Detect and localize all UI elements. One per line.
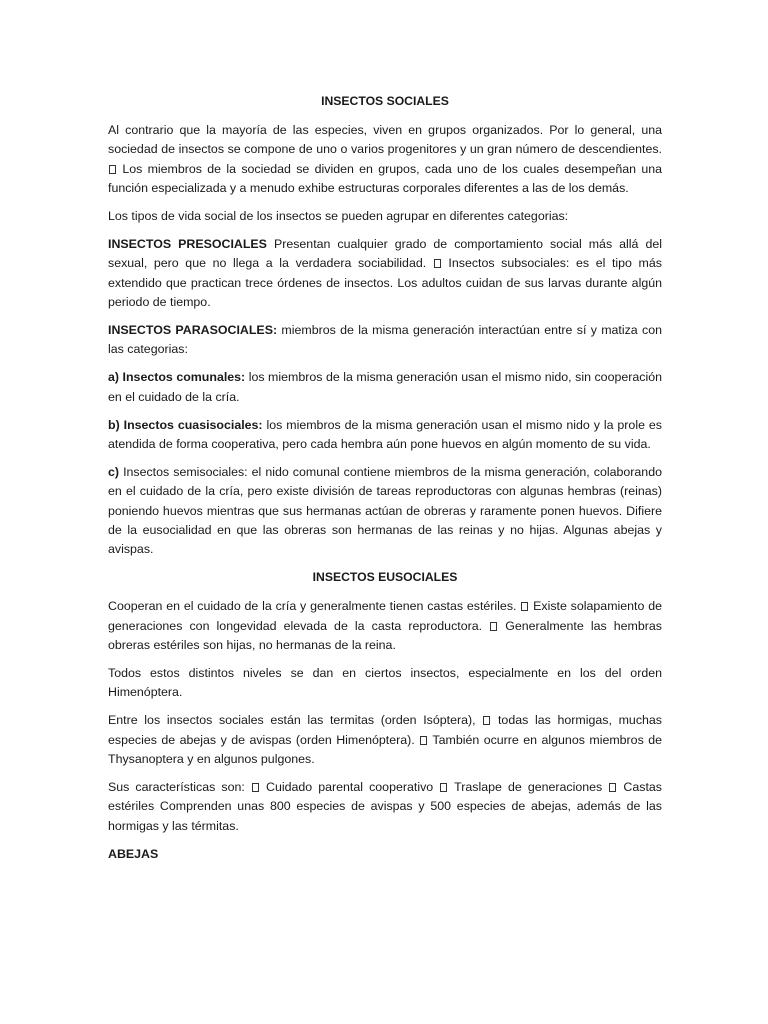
paragraph-parasociales (108, 321, 662, 359)
label-b: b) (108, 417, 120, 432)
caracteristicas-text-4: Castas estériles Comprenden unas 800 especies de avispas y 500 especies de abejas, además de las hormigas y las térmitas. (108, 780, 662, 833)
missing-glyph-box-icon (521, 602, 528, 611)
missing-glyph-box-icon (434, 259, 441, 268)
label-parasociales: INSECTOS PARASOCIALES: (108, 323, 278, 338)
ejemplos-text-3: También ocurre en algunos miembros de Thysanoptera y en algunos pulgones. (108, 732, 662, 766)
missing-glyph-box-icon (109, 165, 116, 174)
parasociales-text: miembros de la misma generación interactúan entre sí y matiza con las categorias: (108, 323, 662, 357)
label-presociales: INSECTOS PRESOCIALES (108, 237, 267, 252)
paragraph-presociales (108, 235, 662, 312)
comunales-text: los miembros de la misma generación usan el mismo nido, sin cooperación en el cuidado de la cría. (108, 370, 662, 404)
paragraph-cuasisociales (108, 416, 662, 454)
paragraph-eusociales (108, 597, 662, 655)
paragraph-ejemplos (108, 711, 662, 769)
section-heading-abejas: ABEJAS (108, 846, 159, 861)
paragraph-intro (108, 121, 662, 198)
eusociales-text: Cooperan en el cuidado de la cría y generalmente tienen castas estériles. (108, 599, 517, 614)
caracteristicas-text-2: Cuidado parental cooperativo (266, 780, 434, 795)
label-cuasisociales: Insectos cuasisociales: (119, 417, 263, 432)
label-a: a) (108, 370, 120, 385)
label-comunales: Insectos comunales: (119, 370, 246, 385)
document-title: INSECTOS SOCIALES (321, 94, 449, 108)
ejemplos-text-2: todas las hormigas, muchas especies de abejas y de avispas (orden Himenóptera). (108, 713, 662, 747)
missing-glyph-box-icon (483, 716, 490, 725)
paragraph-categories: Los tipos de vida social de los insectos se pueden agrupar en diferentes categorias: (108, 209, 569, 224)
presociales-text: Presentan cualquier grado de comportamiento social más allá del sexual, pero que no llega a la verdadera sociabilidad. (108, 237, 662, 271)
eusociales-text-2: Existe solapamiento de generaciones con longevidad elevada de la casta reproductora. (108, 599, 662, 633)
intro-text-2: Los miembros de la sociedad se dividen en grupos, cada uno de los cuales desempeñan una función especializada y a menudo exhibe estructuras corporales diferentes a las de los demás. (108, 161, 662, 195)
missing-glyph-box-icon (440, 783, 447, 792)
intro-text: Al contrario que la mayoría de las especies, viven en grupos organizados. Por lo general, una sociedad de insectos se compone de uno o varios progenitores y un gran número de descendientes. (108, 123, 662, 157)
missing-glyph-box-icon (252, 783, 259, 792)
label-c: c) (108, 465, 120, 480)
paragraph-comunales (108, 368, 662, 406)
missing-glyph-box-icon (420, 736, 427, 745)
semisociales-text: Insectos semisociales: el nido comunal contiene miembros de la misma generación, colaborando en el cuidado de la cría, pero existe división de tareas reproductoras con algunas hembras (reinas) poniendo huevos mientras que sus hermanas actúan de obreras y raramente ponen huevos. Difiere de la eusocialidad en que las obreras son hermanas de las reinas y no hijas. Algunas abejas y avispas. (108, 465, 662, 557)
paragraph-caracteristicas (108, 778, 662, 836)
caracteristicas-text-3: Traslape de generaciones (454, 780, 603, 795)
section-heading-eusociales: INSECTOS EUSOCIALES (312, 570, 458, 585)
ejemplos-text: Entre los insectos sociales están las termitas (orden Isóptera), (108, 713, 476, 728)
paragraph-semisociales (108, 463, 662, 559)
presociales-text-2: Insectos subsociales: es el tipo más extendido que practican trece órdenes de insectos. Los adultos cuidan de sus larvas durante algún periodo de tiempo. (108, 256, 662, 309)
caracteristicas-text: Sus características son: (108, 780, 245, 795)
paragraph-niveles: Todos estos distintos niveles se dan en ciertos insectos, especialmente en los del orden Himenóptera. (108, 666, 662, 700)
missing-glyph-box-icon (609, 783, 616, 792)
eusociales-text-3: Generalmente las hembras obreras estériles son hijas, no hermanas de la reina. (108, 618, 662, 652)
cuasisociales-text: los miembros de la misma generación usan el mismo nido y la prole es atendida de forma cooperativa, pero cada hembra aún pone huevos en algún momento de su vida. (108, 417, 662, 452)
missing-glyph-box-icon (490, 622, 497, 631)
